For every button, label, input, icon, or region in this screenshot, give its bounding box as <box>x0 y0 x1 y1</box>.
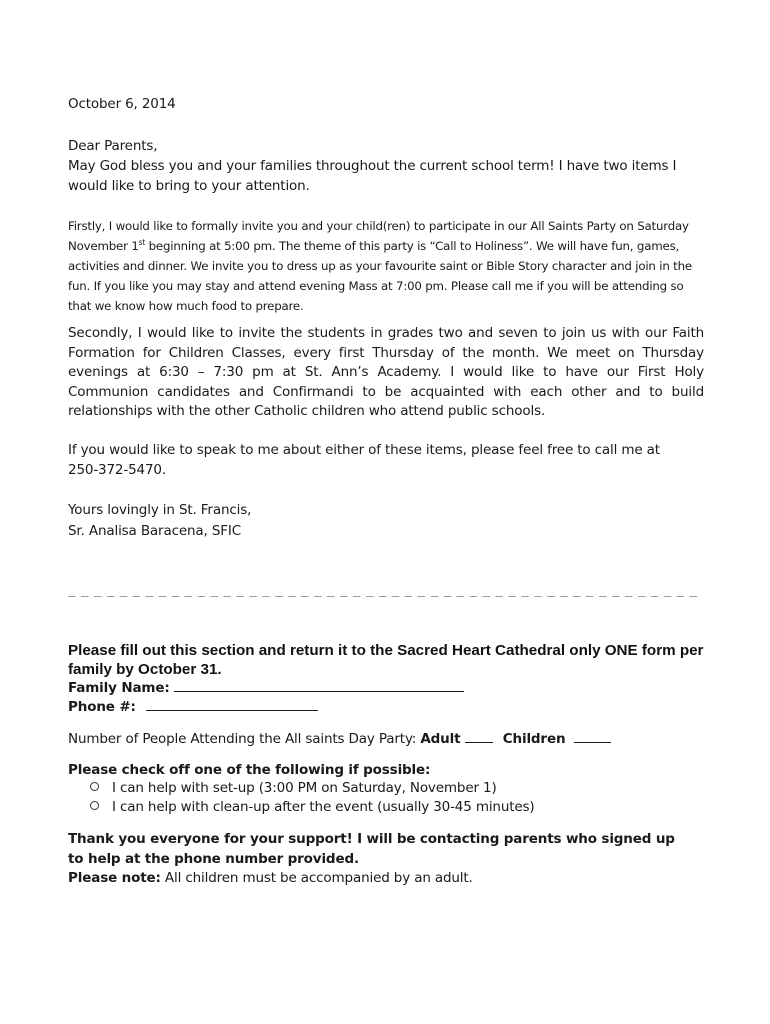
party-text-part1: Firstly, I would like to formally invite you and your child(ren) to participate in our All Saints Party on Saturday November 1 <box>68 219 689 253</box>
adult-count-blank[interactable] <box>465 729 493 743</box>
form-title: Please fill out this section and return it to the Sacred Heart Cathedral only ONE form per family by October 31. <box>68 642 704 678</box>
option-cleanup-label: I can help with clean-up after the event (usually 30-45 minutes) <box>112 799 535 815</box>
phone-blank[interactable] <box>146 697 318 711</box>
children-label: Children <box>502 731 566 747</box>
cut-separator: _ _ _ _ _ _ _ _ _ _ _ _ _ _ _ _ _ _ _ _ _ _ _ _ _ _ _ _ _ _ _ _ _ _ _ _ _ _ _ _ _ _ _ _ _ _ _ _ _ <box>68 582 697 597</box>
party-invitation-paragraph <box>68 216 702 316</box>
closing-line: Yours lovingly in St. Francis, <box>68 502 252 518</box>
option-circle-icon[interactable] <box>90 782 99 791</box>
letter-date: October 6, 2014 <box>68 96 176 112</box>
options-list <box>68 779 704 819</box>
phone-label: Phone #: <box>68 699 136 715</box>
attendance-row <box>68 729 704 750</box>
children-count-blank[interactable] <box>574 729 611 743</box>
attendance-label: Number of People Attending the All saints Day Party: <box>68 731 417 747</box>
adult-label: Adult <box>420 731 461 747</box>
option-cleanup[interactable] <box>90 798 535 818</box>
intro-paragraph: May God bless you and your families throughout the current school term! I have two items I would like to bring to your attention. <box>68 158 677 194</box>
checkoff-label: Please check off one of the following if possible: <box>68 762 431 778</box>
salutation: Dear Parents, <box>68 138 158 154</box>
phone-row <box>68 697 704 718</box>
note-line <box>68 869 704 889</box>
note-label: Please note: <box>68 870 161 886</box>
signature-line: Sr. Analisa Baracena, SFIC <box>68 523 241 539</box>
ordinal-suffix: st <box>138 238 146 247</box>
family-name-blank[interactable] <box>174 678 464 692</box>
thanks-paragraph: Thank you everyone for your support! I will be contacting parents who signed up to help at the phone number provided. <box>68 831 675 867</box>
option-setup-label: I can help with set-up (3:00 PM on Saturday, November 1) <box>112 780 497 796</box>
option-circle-icon[interactable] <box>90 801 99 810</box>
party-text-part2: beginning at 5:00 pm. The theme of this party is “Call to Holiness”. We will have fun, games, activities and dinner. We invite you to dress up as your favourite saint or Bible Story character and join in the fun. If you like you may stay and attend evening Mass at 7:00 pm. Please call me if you will be attending so that we know how much food to prepare. <box>68 239 692 313</box>
family-name-label: Family Name: <box>68 680 170 696</box>
faith-formation-paragraph: Secondly, I would like to invite the students in grades two and seven to join us with our Faith Formation for Children Classes, every first Thursday of the month. We meet on Thursday evenings at 6:30 – 7:30 pm at St. Ann’s Academy. I would like to have our First Holy Communion candidates and Confirmandi to be acquainted with each other and to build relationships with the other Catholic children who attend public schools. <box>68 325 704 419</box>
note-text: All children must be accompanied by an adult. <box>160 870 473 886</box>
family-name-row <box>68 678 704 699</box>
option-setup[interactable] <box>90 779 497 799</box>
contact-paragraph: If you would like to speak to me about either of these items, please feel free to call me at 250-372-5470. <box>68 442 660 478</box>
